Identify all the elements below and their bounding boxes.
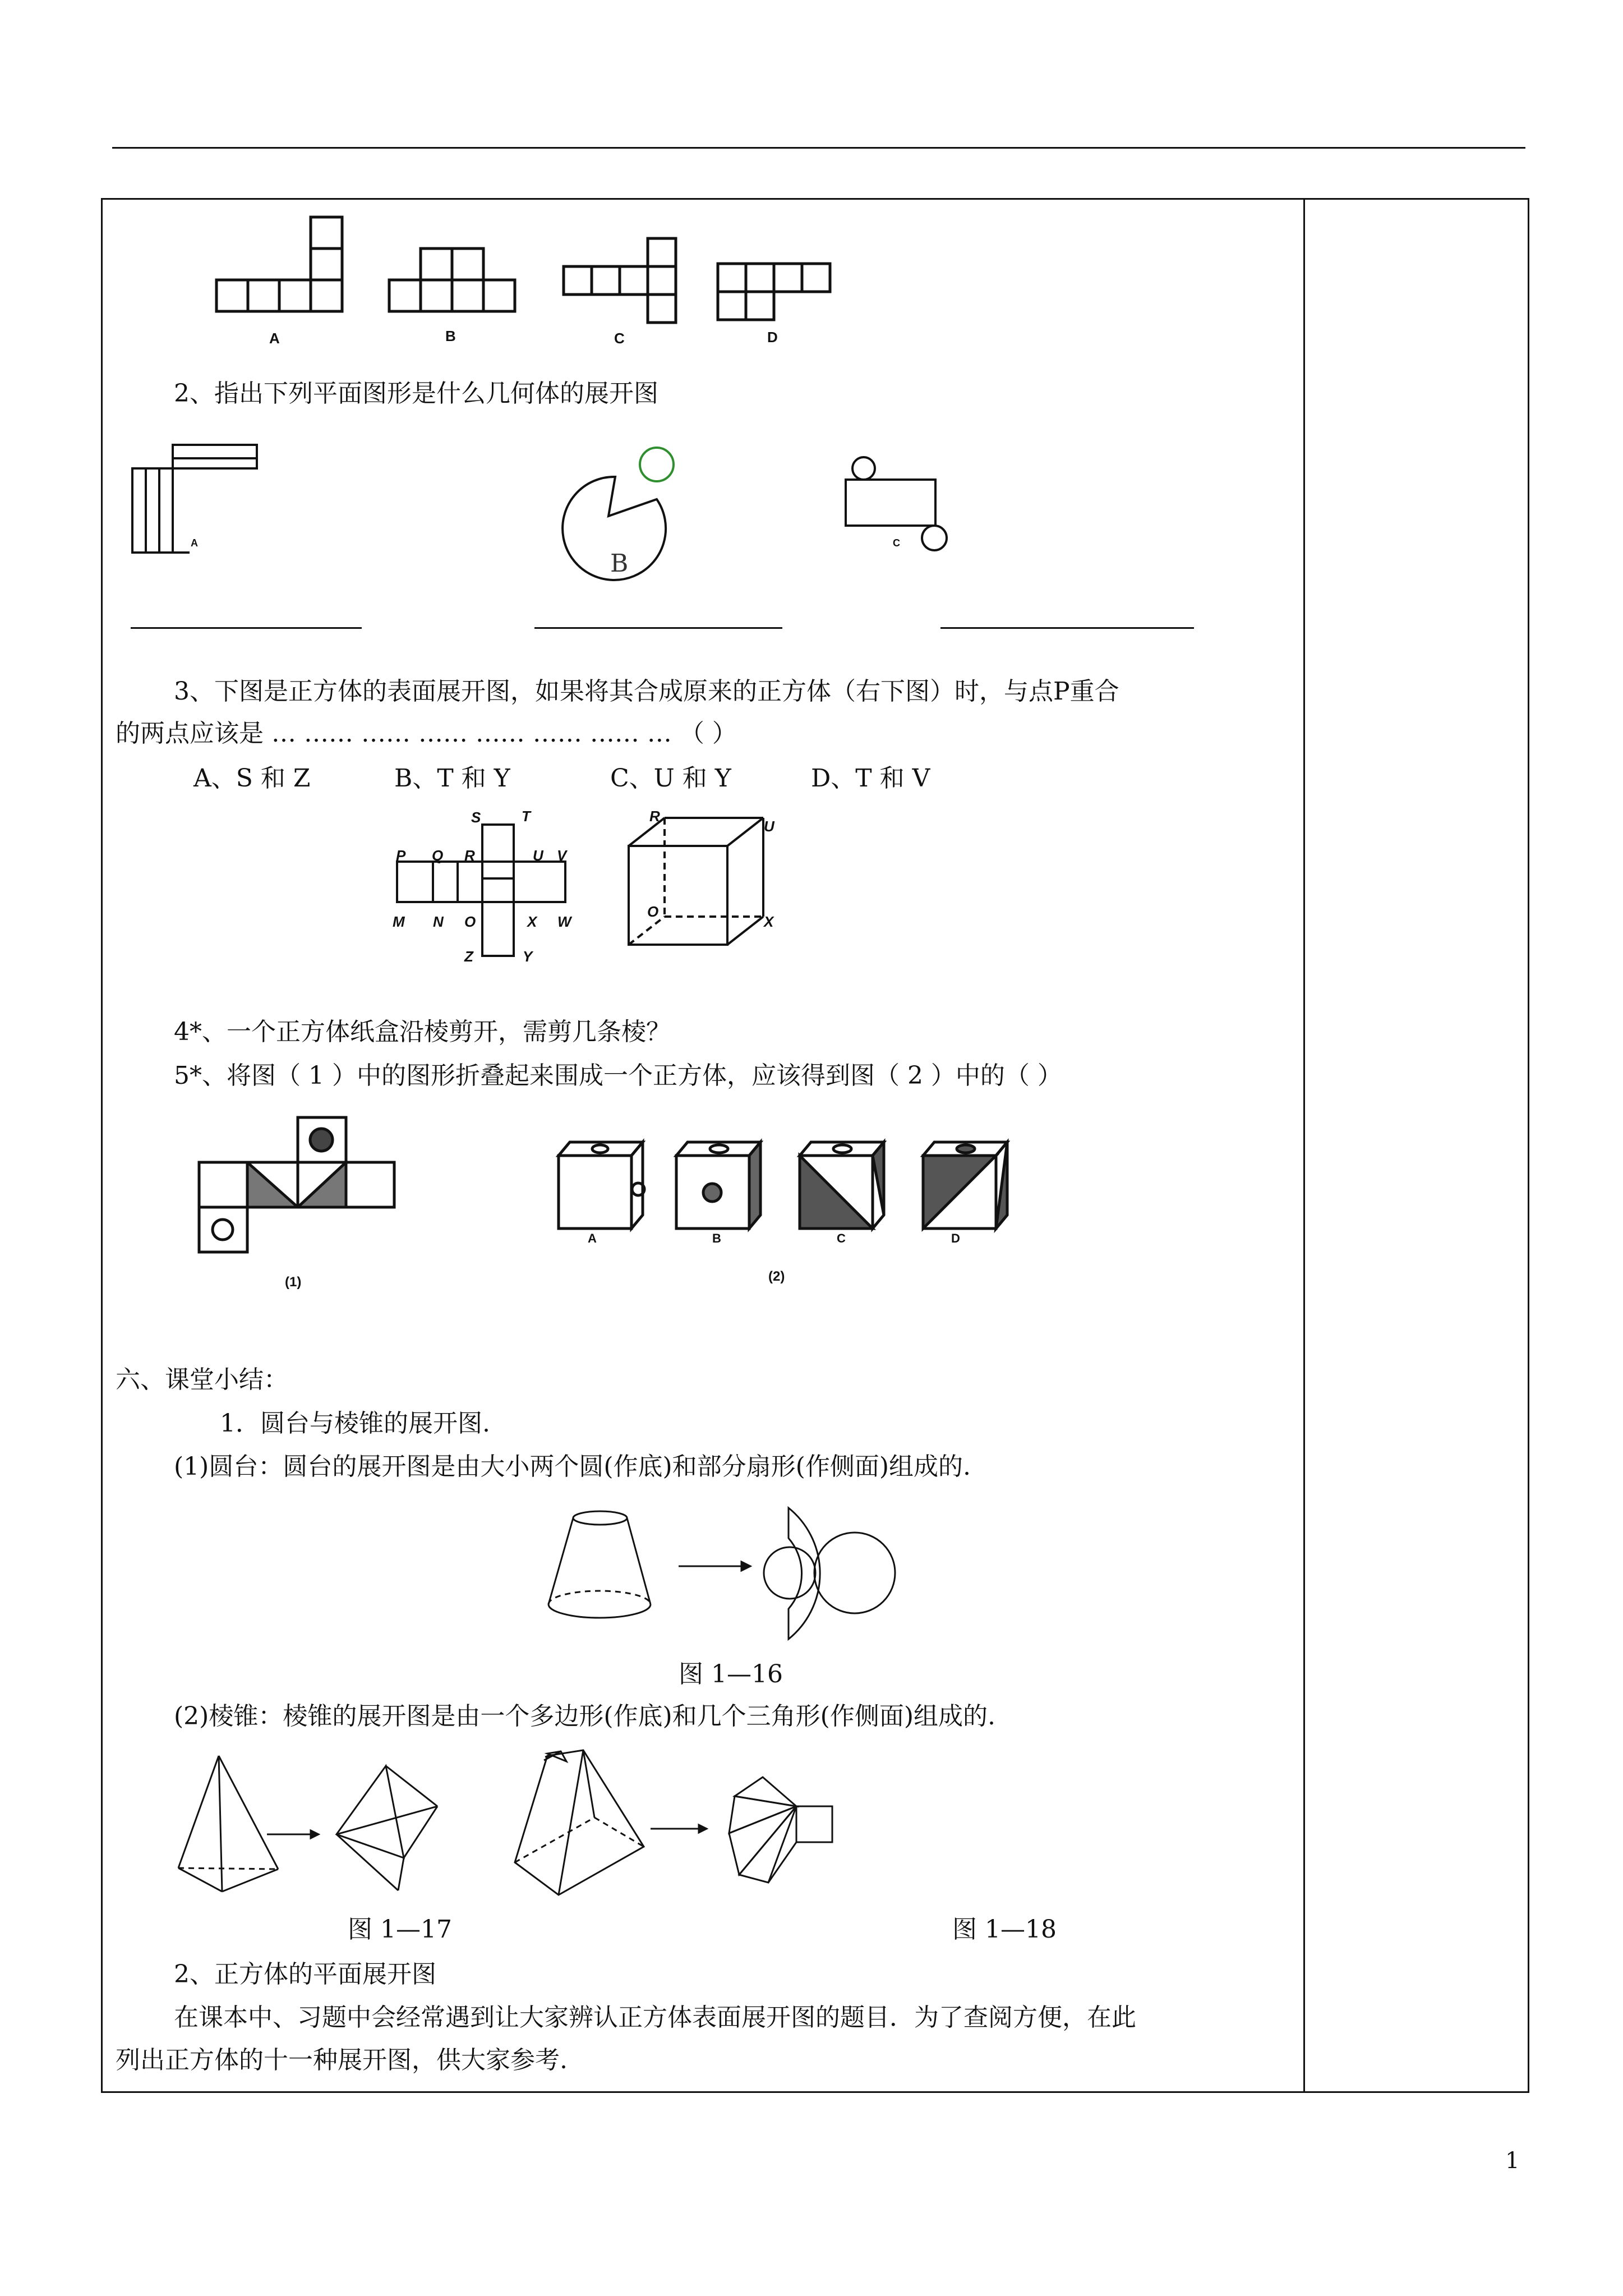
pyramid-figure bbox=[168, 1750, 1290, 1918]
q5-caption-2: (2) bbox=[768, 1269, 785, 1284]
question-3-line2: 的两点应该是 … …… …… …… …… …… …… … （ ） bbox=[116, 719, 737, 748]
answer-line-c bbox=[940, 627, 1194, 629]
fig1-label-b: B bbox=[445, 328, 456, 344]
q2-label-c: C bbox=[893, 537, 900, 549]
q3-option-c: C、U 和 Y bbox=[610, 764, 731, 793]
summary-item-1a: (1)圆台：圆台的展开图是由大小两个圆(作底)和部分扇形(作侧面)组成的. bbox=[174, 1452, 971, 1481]
q5-cube-d bbox=[923, 1142, 1007, 1228]
q2-figure-c bbox=[841, 452, 1009, 564]
q3-option-b: B、T 和 Y bbox=[394, 764, 510, 793]
net-letter-r: R bbox=[464, 847, 475, 864]
net-letter-z: Z bbox=[464, 948, 473, 965]
summary-item-1: 1．圆台与棱锥的展开图. bbox=[220, 1409, 490, 1438]
figure-1-16-caption: 图 1—16 bbox=[679, 1660, 783, 1688]
frustum-figure bbox=[538, 1498, 931, 1644]
q5-figure-1 bbox=[193, 1116, 429, 1262]
summary-item-2-line2: 列出正方体的十一种展开图，供大家参考. bbox=[116, 2046, 568, 2074]
q5-cube-c bbox=[800, 1142, 884, 1228]
net-letter-y: Y bbox=[523, 948, 533, 965]
q2-figure-a bbox=[128, 440, 274, 553]
net-letter-t: T bbox=[522, 808, 531, 825]
q5-cube-b bbox=[676, 1142, 760, 1228]
fig1-label-d: D bbox=[767, 329, 778, 346]
net-letter-u: U bbox=[533, 847, 543, 864]
q3-option-d: D、T 和 V bbox=[811, 764, 930, 793]
net-letter-s: S bbox=[471, 809, 481, 826]
summary-item-2-line1: 在课本中、习题中会经常遇到让大家辨认正方体表面展开图的题目．为了查阅方便，在此 bbox=[174, 2003, 1136, 2032]
fig1-label-c: C bbox=[614, 330, 625, 347]
question-3-line1: 3、下图是正方体的表面展开图，如果将其合成原来的正方体（右下图）时，与点P重合 bbox=[174, 677, 1119, 706]
question-2: 2、指出下列平面图形是什么几何体的展开图 bbox=[174, 379, 658, 408]
net-letter-w: W bbox=[557, 913, 571, 930]
summary-item-2: 2、正方体的平面展开图 bbox=[174, 1960, 436, 1989]
answer-line-a bbox=[131, 627, 362, 629]
net-letter-q: Q bbox=[432, 847, 444, 864]
q5-figure-2 bbox=[555, 1133, 1038, 1268]
net-letter-x: X bbox=[527, 913, 537, 930]
net-letter-p: P bbox=[396, 847, 406, 864]
summary-item-1b: (2)棱锥：棱锥的展开图是由一个多边形(作底)和几个三角形(作侧面)组成的. bbox=[174, 1702, 995, 1731]
table-divider bbox=[1303, 198, 1305, 2093]
cube-letter-o: O bbox=[647, 903, 659, 920]
cube-letter-u: U bbox=[764, 818, 774, 835]
answer-line-b bbox=[534, 627, 782, 629]
fig1-label-a: A bbox=[269, 330, 280, 347]
q5-option-d: D bbox=[951, 1231, 960, 1245]
net-letter-v: V bbox=[557, 847, 567, 864]
q3-cube bbox=[620, 812, 799, 969]
q2-label-a: A bbox=[191, 537, 198, 549]
net-letter-n: N bbox=[433, 913, 444, 930]
q2-label-b: B bbox=[610, 549, 629, 578]
q5-option-a: A bbox=[588, 1231, 597, 1245]
cube-letter-x: X bbox=[764, 913, 774, 930]
q5-cube-a bbox=[559, 1142, 644, 1228]
page-number: 1 bbox=[1505, 2148, 1520, 2174]
q3-option-a: A、S 和 Z bbox=[193, 764, 311, 793]
question-4: 4*、一个正方体纸盒沿棱剪开，需剪几条棱？ bbox=[174, 1018, 671, 1046]
net-letter-m: M bbox=[393, 913, 405, 930]
q5-option-c: C bbox=[837, 1231, 846, 1245]
header-rule bbox=[112, 147, 1525, 149]
q5-caption-1: (1) bbox=[285, 1274, 302, 1290]
summary-heading: 六、课堂小结： bbox=[116, 1365, 288, 1394]
cube-letter-r: R bbox=[649, 808, 660, 825]
q5-option-b: B bbox=[712, 1231, 721, 1245]
figure-1-18-caption: 图 1—18 bbox=[952, 1915, 1057, 1944]
figure-1-17-caption: 图 1—17 bbox=[348, 1915, 452, 1944]
cube-nets-figure bbox=[208, 213, 880, 359]
question-5: 5*、将图（ 1 ）中的图形折叠起来围成一个正方体，应该得到图（ 2 ）中的（ ） bbox=[174, 1061, 1062, 1090]
net-letter-o: O bbox=[464, 913, 476, 930]
q3-cube-net bbox=[393, 808, 583, 976]
